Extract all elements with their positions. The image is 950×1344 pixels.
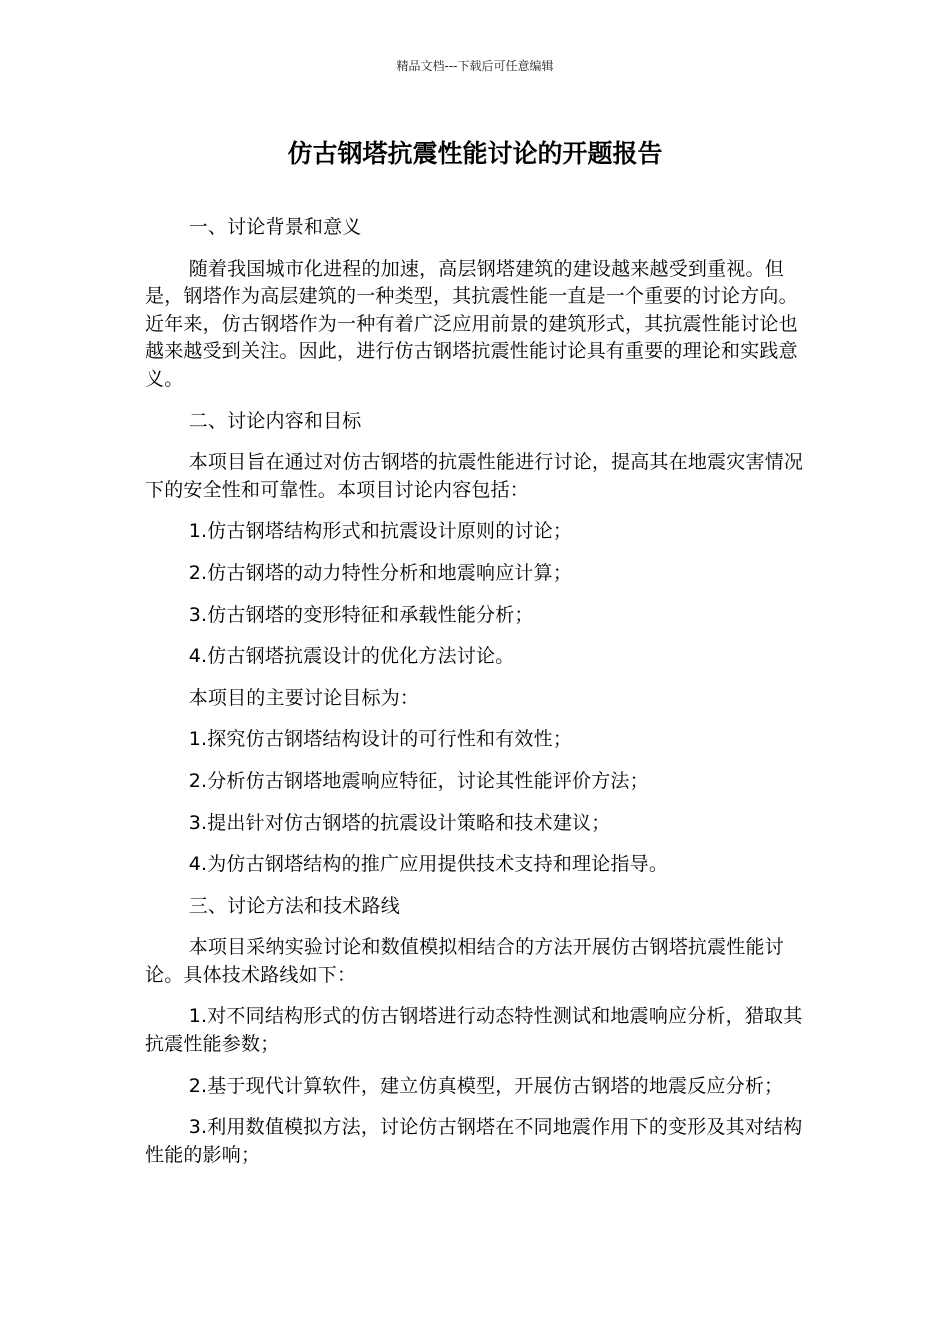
list-item-goal-4: 4.为仿古钢塔结构的推广应用提供技术支持和理论指导。 — [188, 853, 669, 876]
section-heading-content: 二、讨论内容和目标 — [188, 409, 362, 432]
document-body — [145, 214, 805, 1183]
document-title: 仿古钢塔抗震性能讨论的开题报告 — [287, 139, 663, 168]
list-item-content-1: 1.仿古钢塔结构形式和抗震设计原则的讨论； — [188, 520, 573, 543]
list-item-method-3: 3.利用数值模拟方法，讨论仿古钢塔在不同地震作用下的变形及其对结构性能的影响； — [145, 1116, 803, 1166]
page-header: 精品文档---下载后可任意编辑 — [396, 59, 554, 73]
list-item-content-2: 2.仿古钢塔的动力特性分析和地震响应计算； — [188, 561, 573, 584]
paragraph-goals-intro: 本项目的主要讨论目标为： — [188, 686, 420, 709]
section-heading-background: 一、讨论背景和意义 — [188, 216, 362, 238]
list-item-content-4: 4.仿古钢塔抗震设计的优化方法讨论。 — [188, 645, 515, 668]
list-item-goal-3: 3.提出针对仿古钢塔的抗震设计策略和技术建议； — [188, 811, 611, 834]
list-item-content-3: 3.仿古钢塔的变形特征和承载性能分析； — [188, 603, 534, 626]
paragraph-content-intro: 本项目旨在通过对仿古钢塔的抗震性能进行讨论，提高其在地震灾害情况下的安全性和可靠性。本项目讨论内容包括： — [145, 451, 804, 501]
paragraph-background: 随着我国城市化进程的加速，高层钢塔建筑的建设越来越受到重视。但是，钢塔作为高层建筑的一种类型，其抗震性能一直是一个重要的讨论方向。近年来，仿古钢塔作为一种有着广泛应用前景的建筑形式，其抗震性能讨论也越来越受到关注。因此，进行仿古钢塔抗震性能讨论具有重要的理论和实践意义。 — [145, 257, 798, 390]
list-item-goal-1: 1.探究仿古钢塔结构设计的可行性和有效性； — [188, 728, 573, 751]
paragraph-method-intro: 本项目采纳实验讨论和数值模拟相结合的方法开展仿古钢塔抗震性能讨论。具体技术路线如下： — [145, 936, 784, 986]
section-heading-method: 三、讨论方法和技术路线 — [188, 894, 400, 917]
list-item-method-2: 2.基于现代计算软件，建立仿真模型，开展仿古钢塔的地震反应分析； — [188, 1074, 784, 1097]
list-item-method-1: 1.对不同结构形式的仿古钢塔进行动态特性测试和地震响应分析，猎取其抗震性能参数； — [145, 1005, 803, 1056]
list-item-goal-2: 2.分析仿古钢塔地震响应特征，讨论其性能评价方法； — [188, 769, 649, 792]
